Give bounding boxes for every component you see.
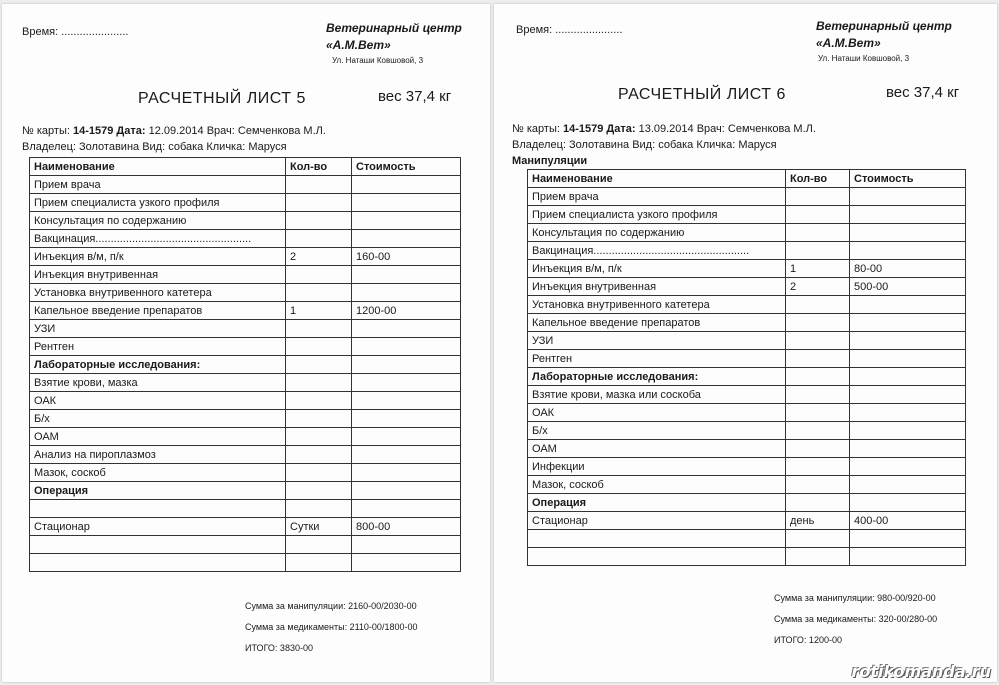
table-row xyxy=(30,302,461,320)
cell-name: Прием специалиста узкого профиля xyxy=(528,206,786,224)
sum-manipulations: Сумма за манипуляции: 980-00/920-00 xyxy=(774,593,936,603)
cell-cost xyxy=(850,206,966,224)
time-label: Время: ...................... xyxy=(516,24,623,36)
header-qty: Кол-во xyxy=(786,170,850,188)
cell-cost xyxy=(850,458,966,476)
cell-qty: 1 xyxy=(786,260,850,278)
table-row xyxy=(30,176,461,194)
cell-name: Инъекция в/м, п/к xyxy=(30,248,286,266)
cell-cost xyxy=(352,446,461,464)
table-row xyxy=(528,188,966,206)
table-row xyxy=(30,500,461,518)
cell-cost xyxy=(352,374,461,392)
cell-cost: 80-00 xyxy=(850,260,966,278)
cell-qty xyxy=(286,536,352,554)
doctor-name: Семченкова М.Л. xyxy=(237,125,326,137)
cell-cost: 1200-00 xyxy=(352,302,461,320)
cell-name xyxy=(528,530,786,548)
clinic-name: Ветеринарный центр «А.М.Вет» xyxy=(816,19,952,50)
cell-qty xyxy=(786,422,850,440)
cell-cost xyxy=(850,296,966,314)
card-info-line: № карты: 14-1579 Дата: 13.09.2014 Врач: Семченкова М.Л. xyxy=(512,123,816,135)
sum-medicines: Сумма за медикаменты: 2110-00/1800-00 xyxy=(245,622,418,632)
cell-qty: 2 xyxy=(786,278,850,296)
cell-qty xyxy=(286,464,352,482)
cell-cost xyxy=(352,392,461,410)
cell-cost xyxy=(352,176,461,194)
cell-name: Прием врача xyxy=(528,188,786,206)
cell-name xyxy=(30,536,286,554)
table-row xyxy=(528,440,966,458)
cell-qty xyxy=(786,296,850,314)
cell-name: Лабораторные исследования: xyxy=(30,356,286,374)
cell-name: УЗИ xyxy=(528,332,786,350)
cell-qty xyxy=(286,554,352,572)
cell-name: Б/х xyxy=(528,422,786,440)
card-info-line: № карты: 14-1579 Дата: 12.09.2014 Врач: Семченкова М.Л. xyxy=(22,125,326,137)
cell-cost xyxy=(850,188,966,206)
table-row xyxy=(30,428,461,446)
cell-cost xyxy=(850,548,966,566)
cell-name xyxy=(30,554,286,572)
cell-cost xyxy=(850,386,966,404)
cell-qty xyxy=(786,458,850,476)
cell-qty xyxy=(286,320,352,338)
cell-qty xyxy=(786,242,850,260)
cell-cost xyxy=(352,320,461,338)
cell-name: Прием специалиста узкого профиля xyxy=(30,194,286,212)
cell-qty xyxy=(286,446,352,464)
cell-qty xyxy=(286,176,352,194)
table-row xyxy=(30,266,461,284)
cell-cost xyxy=(352,212,461,230)
table-row xyxy=(30,392,461,410)
cell-qty xyxy=(286,410,352,428)
cell-qty xyxy=(786,368,850,386)
cell-cost xyxy=(850,368,966,386)
header-cost: Стоимость xyxy=(850,170,966,188)
cell-cost xyxy=(352,284,461,302)
cell-cost xyxy=(850,476,966,494)
cell-name: Мазок, соскоб xyxy=(528,476,786,494)
table-row xyxy=(30,212,461,230)
cell-qty xyxy=(286,428,352,446)
table-row xyxy=(30,230,461,248)
table-row xyxy=(30,536,461,554)
cell-qty xyxy=(286,212,352,230)
table-row xyxy=(528,224,966,242)
cell-qty xyxy=(786,404,850,422)
cell-name: Взятие крови, мазка или соскоба xyxy=(528,386,786,404)
billing-sheet-6 xyxy=(494,4,997,682)
cell-cost: 800-00 xyxy=(352,518,461,536)
table-row xyxy=(30,446,461,464)
cell-cost xyxy=(352,410,461,428)
table-row xyxy=(30,356,461,374)
table-row xyxy=(528,350,966,368)
cell-cost xyxy=(850,404,966,422)
owner-line: Владелец: Золотавина Вид: собака Кличка: Маруся xyxy=(22,141,287,153)
table-row xyxy=(30,410,461,428)
cell-name: Стационар xyxy=(528,512,786,530)
cell-qty xyxy=(786,476,850,494)
watermark: rotikomanda.ru xyxy=(851,662,991,681)
time-label: Время: ...................... xyxy=(22,26,129,38)
cell-name: Инъекция внутривенная xyxy=(528,278,786,296)
cell-qty: 2 xyxy=(286,248,352,266)
cell-cost: 500-00 xyxy=(850,278,966,296)
cell-cost xyxy=(850,494,966,512)
cell-name: Анализ на пироплазмоз xyxy=(30,446,286,464)
table-row xyxy=(30,194,461,212)
cell-cost xyxy=(352,500,461,518)
cell-name: Б/х xyxy=(30,410,286,428)
cell-qty xyxy=(786,206,850,224)
cell-qty xyxy=(786,188,850,206)
table-row xyxy=(528,206,966,224)
table-row xyxy=(30,554,461,572)
cell-qty xyxy=(286,230,352,248)
cell-name: Взятие крови, мазка xyxy=(30,374,286,392)
cell-qty xyxy=(786,530,850,548)
table-header-row xyxy=(30,158,461,176)
cell-name: Инъекция в/м, п/к xyxy=(528,260,786,278)
table-row xyxy=(30,464,461,482)
cell-qty xyxy=(286,194,352,212)
cell-name: Инфекции xyxy=(528,458,786,476)
weight: вес 37,4 кг xyxy=(886,84,960,101)
cell-qty xyxy=(286,374,352,392)
cell-qty xyxy=(786,440,850,458)
table-row xyxy=(30,284,461,302)
cell-name: Операция xyxy=(30,482,286,500)
table-row xyxy=(528,242,966,260)
visit-date: 12.09.2014 xyxy=(148,125,204,137)
cell-name: Инъекция внутривенная xyxy=(30,266,286,284)
sum-medicines: Сумма за медикаменты: 320-00/280-00 xyxy=(774,614,938,624)
cell-qty xyxy=(286,482,352,500)
cell-cost: 400-00 xyxy=(850,512,966,530)
owner-line: Владелец: Золотавина Вид: собака Кличка: Маруся xyxy=(512,139,777,151)
table-row xyxy=(528,458,966,476)
clinic-address: Ул. Наташи Ковшовой, 3 xyxy=(818,54,910,63)
total: ИТОГО: 3830-00 xyxy=(245,643,313,653)
cell-cost xyxy=(352,356,461,374)
cell-qty: 1 xyxy=(286,302,352,320)
table-row xyxy=(30,338,461,356)
table-row xyxy=(528,404,966,422)
cell-name: Лабораторные исследования: xyxy=(528,368,786,386)
table-row xyxy=(30,518,461,536)
cell-name: Капельное введение препаратов xyxy=(30,302,286,320)
cell-qty: Сутки xyxy=(286,518,352,536)
cell-qty xyxy=(286,338,352,356)
table-row xyxy=(528,476,966,494)
cell-name: Операция xyxy=(528,494,786,512)
manipulations-label: Манипуляции xyxy=(512,155,588,167)
cell-name: ОАМ xyxy=(30,428,286,446)
cell-qty xyxy=(786,494,850,512)
cell-cost xyxy=(850,314,966,332)
cell-name xyxy=(528,548,786,566)
cell-name xyxy=(30,500,286,518)
visit-date: 13.09.2014 xyxy=(638,123,694,135)
table-row xyxy=(528,260,966,278)
cell-cost xyxy=(352,338,461,356)
cell-name: ОАМ xyxy=(528,440,786,458)
cell-cost xyxy=(352,536,461,554)
cell-cost xyxy=(352,230,461,248)
table-row xyxy=(30,320,461,338)
billing-sheet-5 xyxy=(2,4,490,682)
table-row xyxy=(528,296,966,314)
cell-qty xyxy=(286,266,352,284)
cell-cost xyxy=(850,440,966,458)
cell-qty xyxy=(786,386,850,404)
cell-qty xyxy=(286,356,352,374)
cell-qty xyxy=(286,392,352,410)
header-name: Наименование xyxy=(30,158,286,176)
cell-qty xyxy=(286,284,352,302)
services-table xyxy=(527,169,966,566)
cell-cost xyxy=(352,428,461,446)
cell-cost xyxy=(352,554,461,572)
cell-cost xyxy=(850,332,966,350)
cell-qty xyxy=(786,350,850,368)
table-row xyxy=(528,278,966,296)
cell-qty xyxy=(786,548,850,566)
cell-cost xyxy=(850,530,966,548)
cell-name: Рентген xyxy=(30,338,286,356)
table-row xyxy=(528,512,966,530)
cell-cost xyxy=(850,350,966,368)
cell-cost xyxy=(352,266,461,284)
cell-cost xyxy=(352,482,461,500)
cell-name: УЗИ xyxy=(30,320,286,338)
header-cost: Стоимость xyxy=(352,158,461,176)
cell-cost xyxy=(352,194,461,212)
table-header-row xyxy=(528,170,966,188)
table-row xyxy=(528,368,966,386)
cell-qty: день xyxy=(786,512,850,530)
cell-qty xyxy=(786,224,850,242)
table-row xyxy=(528,332,966,350)
clinic-name: Ветеринарный центр «А.М.Вет» xyxy=(326,21,462,52)
table-row xyxy=(528,548,966,566)
cell-name: Прием врача xyxy=(30,176,286,194)
table-row xyxy=(30,374,461,392)
doctor-name: Семченкова М.Л. xyxy=(727,123,816,135)
sum-manipulations: Сумма за манипуляции: 2160-00/2030-00 xyxy=(245,601,417,611)
sheet-title: РАСЧЕТНЫЙ ЛИСТ 6 xyxy=(618,86,786,103)
cell-name: ОАК xyxy=(30,392,286,410)
cell-name: Консультация по содержанию xyxy=(30,212,286,230)
card-number: 14-1579 xyxy=(562,123,604,135)
table-row xyxy=(30,248,461,266)
cell-name: Вакцинация................................................... xyxy=(30,230,286,248)
table-row xyxy=(528,386,966,404)
services-table xyxy=(29,157,461,572)
cell-name: Мазок, соскоб xyxy=(30,464,286,482)
cell-name: Рентген xyxy=(528,350,786,368)
table-row xyxy=(528,494,966,512)
cell-name: Консультация по содержанию xyxy=(528,224,786,242)
cell-cost: 160-00 xyxy=(352,248,461,266)
cell-qty xyxy=(286,500,352,518)
sheet-title: РАСЧЕТНЫЙ ЛИСТ 5 xyxy=(138,90,306,107)
header-qty: Кол-во xyxy=(286,158,352,176)
cell-name: Стационар xyxy=(30,518,286,536)
table-row xyxy=(528,530,966,548)
cell-name: Установка внутривенного катетера xyxy=(30,284,286,302)
cell-name: ОАК xyxy=(528,404,786,422)
cell-cost xyxy=(352,464,461,482)
cell-qty xyxy=(786,332,850,350)
clinic-address: Ул. Наташи Ковшовой, 3 xyxy=(332,56,424,65)
table-row xyxy=(30,482,461,500)
cell-cost xyxy=(850,242,966,260)
weight: вес 37,4 кг xyxy=(378,88,452,105)
cell-name: Установка внутривенного катетера xyxy=(528,296,786,314)
total: ИТОГО: 1200-00 xyxy=(774,635,842,645)
cell-qty xyxy=(786,314,850,332)
cell-name: Капельное введение препаратов xyxy=(528,314,786,332)
cell-cost xyxy=(850,422,966,440)
cell-cost xyxy=(850,224,966,242)
header-name: Наименование xyxy=(528,170,786,188)
table-row xyxy=(528,422,966,440)
table-row xyxy=(528,314,966,332)
card-number: 14-1579 xyxy=(72,125,114,137)
cell-name: Вакцинация................................................... xyxy=(528,242,786,260)
